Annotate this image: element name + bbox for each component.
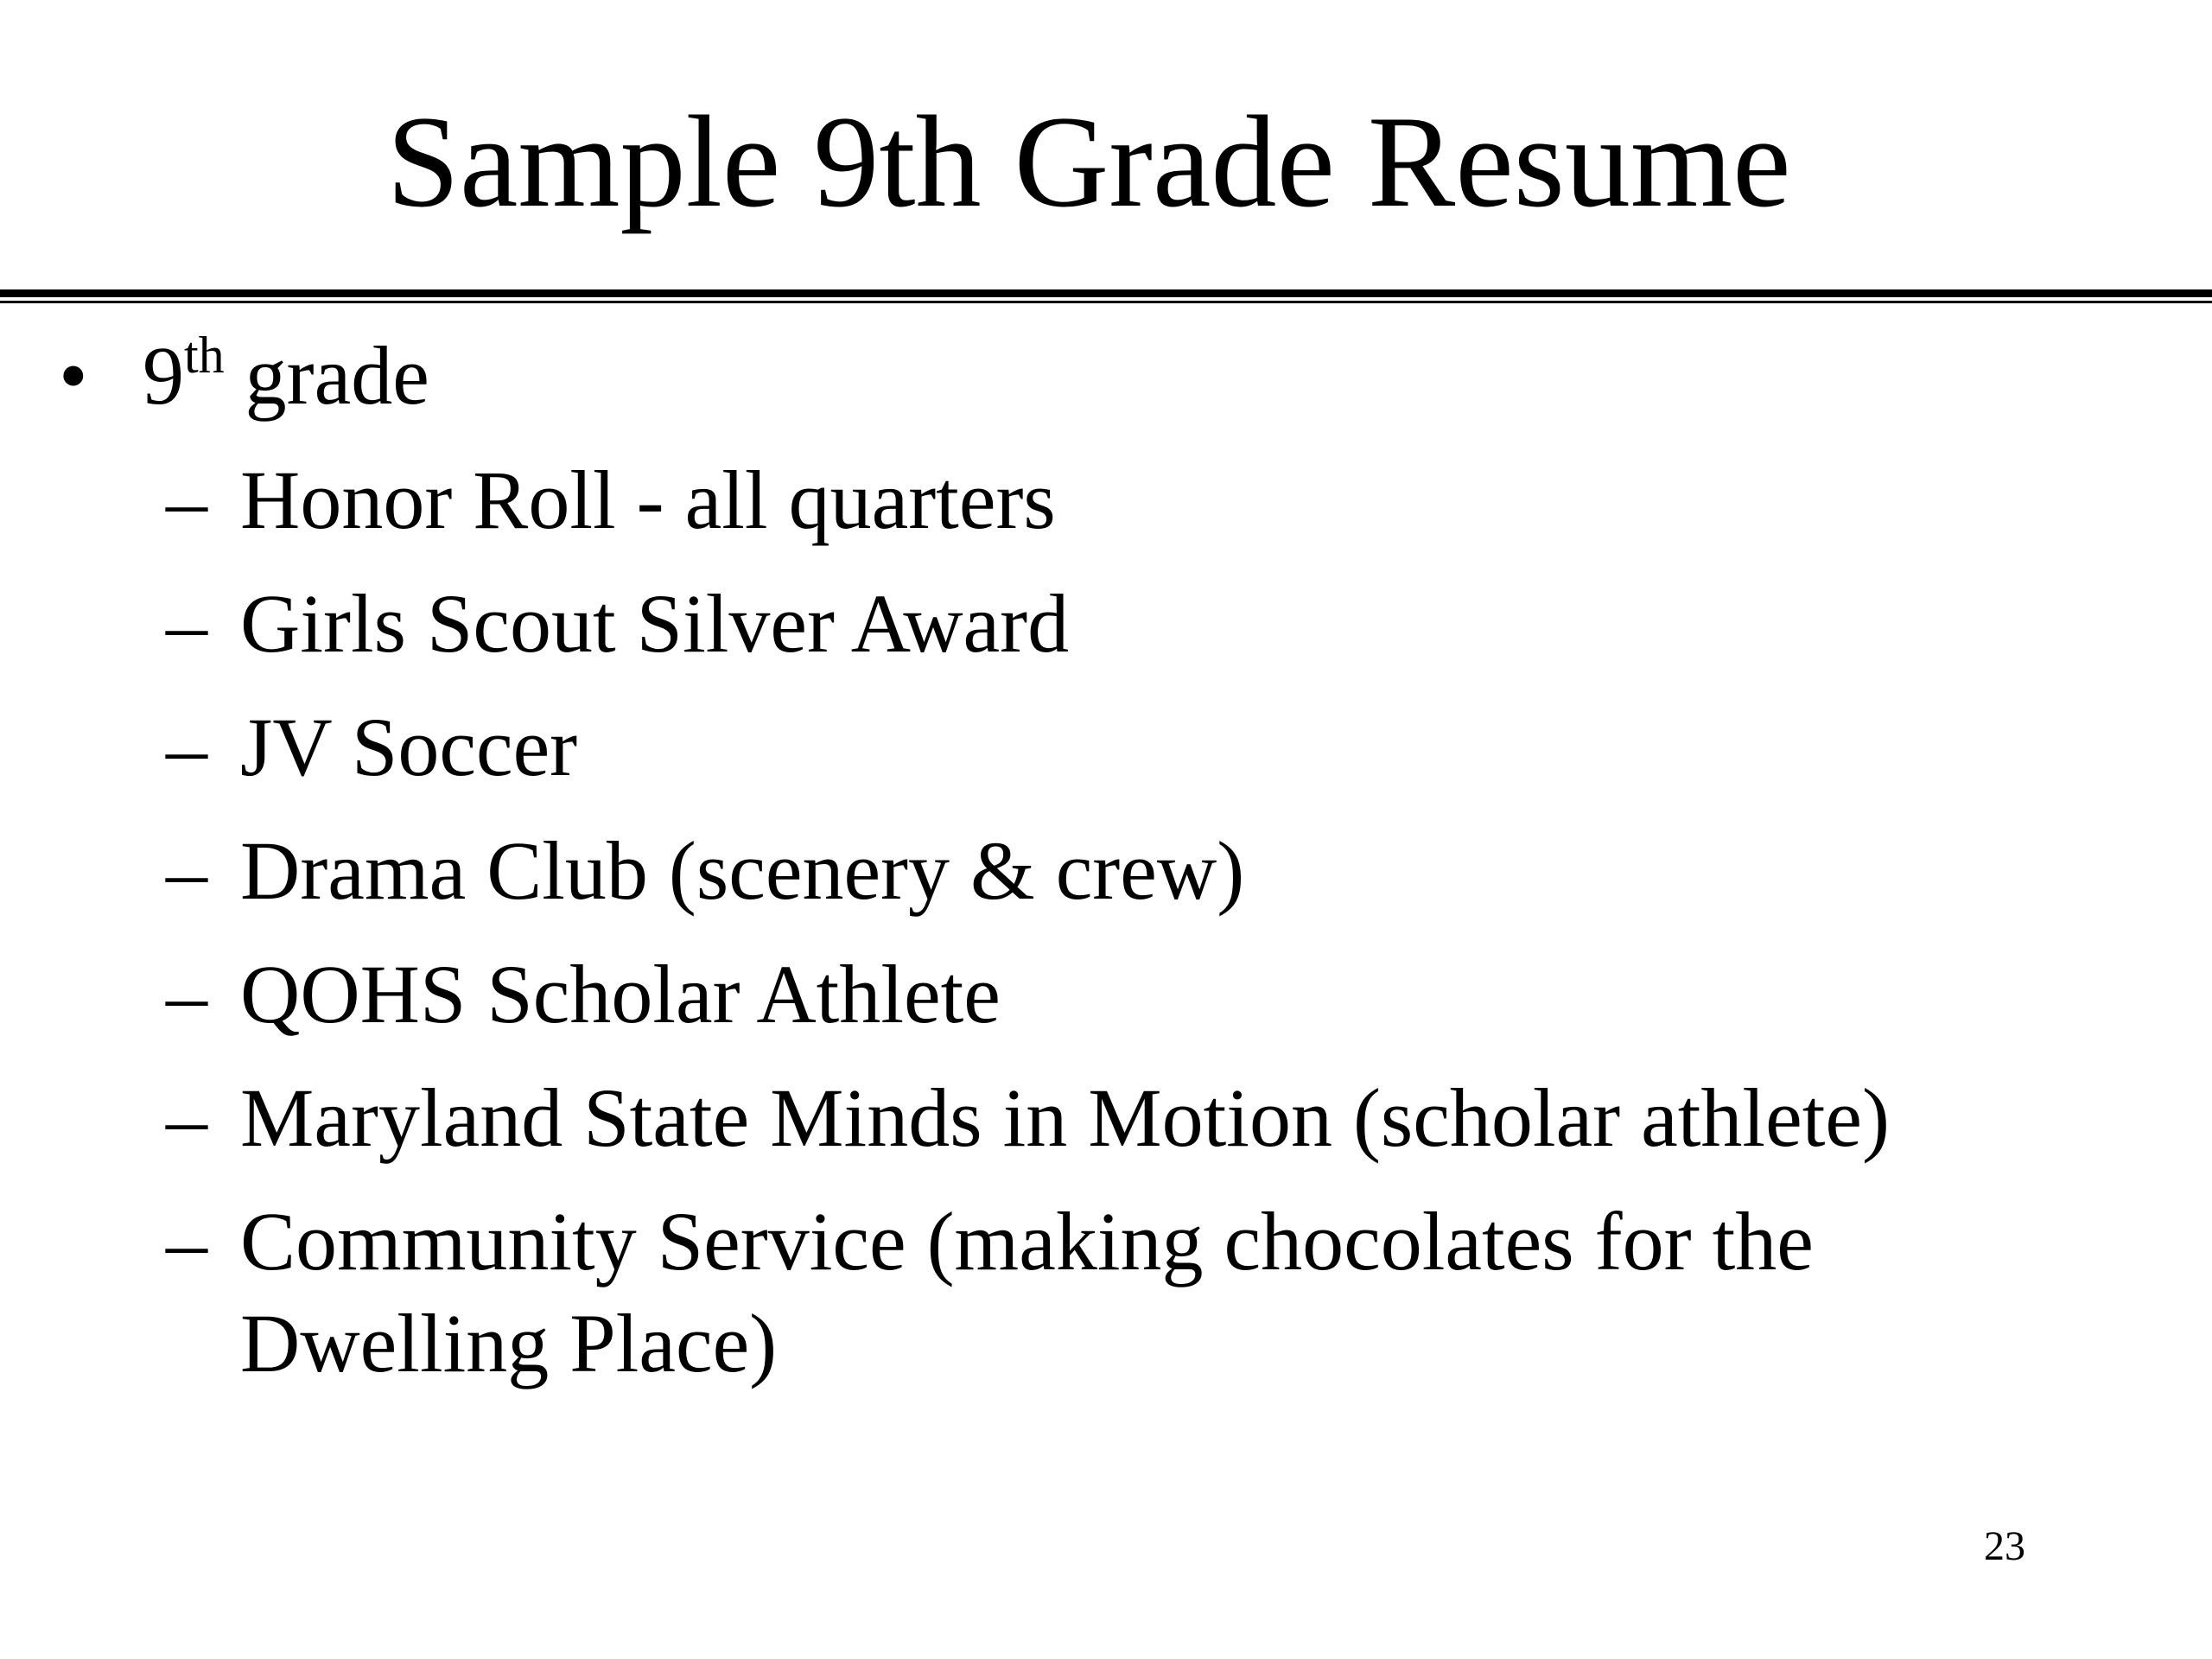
dash-icon: –	[166, 1196, 207, 1288]
sub-bullet-item	[0, 820, 2212, 944]
slide-title: Sample 9th Grade Resume	[386, 89, 1791, 234]
sub-bullet-item	[0, 944, 2212, 1067]
sub-bullet-text: Maryland State Minds in Motion (scholar athlete)	[240, 1071, 1890, 1164]
sub-bullet-item	[0, 1067, 2212, 1191]
sub-bullet-text: Drama Club (scenery & crew)	[240, 824, 1245, 917]
sub-bullet-text: QOHS Scholar Athlete	[240, 948, 1001, 1040]
title-divider-thick	[0, 289, 2212, 297]
sub-bullet-item	[0, 573, 2212, 696]
sub-bullet-item	[0, 1191, 2212, 1415]
grade-number: 9	[143, 329, 184, 422]
dash-icon: –	[166, 949, 207, 1041]
sub-bullet-text: Community Service (making chocolates for the Dwelling Place)	[240, 1195, 1814, 1389]
dash-icon: –	[166, 578, 207, 671]
sub-bullet-text: JV Soccer	[240, 701, 578, 793]
sub-bullet-item	[0, 449, 2212, 573]
sub-bullet-item	[0, 696, 2212, 820]
dash-icon: –	[166, 702, 207, 794]
title-divider-thin	[0, 301, 2212, 303]
sub-bullet-text: Honor Roll - all quarters	[240, 454, 1056, 546]
dash-icon: –	[166, 825, 207, 918]
sub-bullet-text: Girls Scout Silver Award	[240, 577, 1070, 670]
sub-bullet-list	[0, 449, 2212, 1415]
grade-label: grade	[224, 329, 429, 422]
bullet-dot-icon: •	[59, 329, 88, 422]
dash-icon: –	[166, 454, 207, 547]
bullet-text	[143, 324, 429, 428]
page-number: 23	[1984, 1523, 2025, 1569]
grade-superscript: th	[184, 327, 225, 384]
dash-icon: –	[166, 1072, 207, 1165]
